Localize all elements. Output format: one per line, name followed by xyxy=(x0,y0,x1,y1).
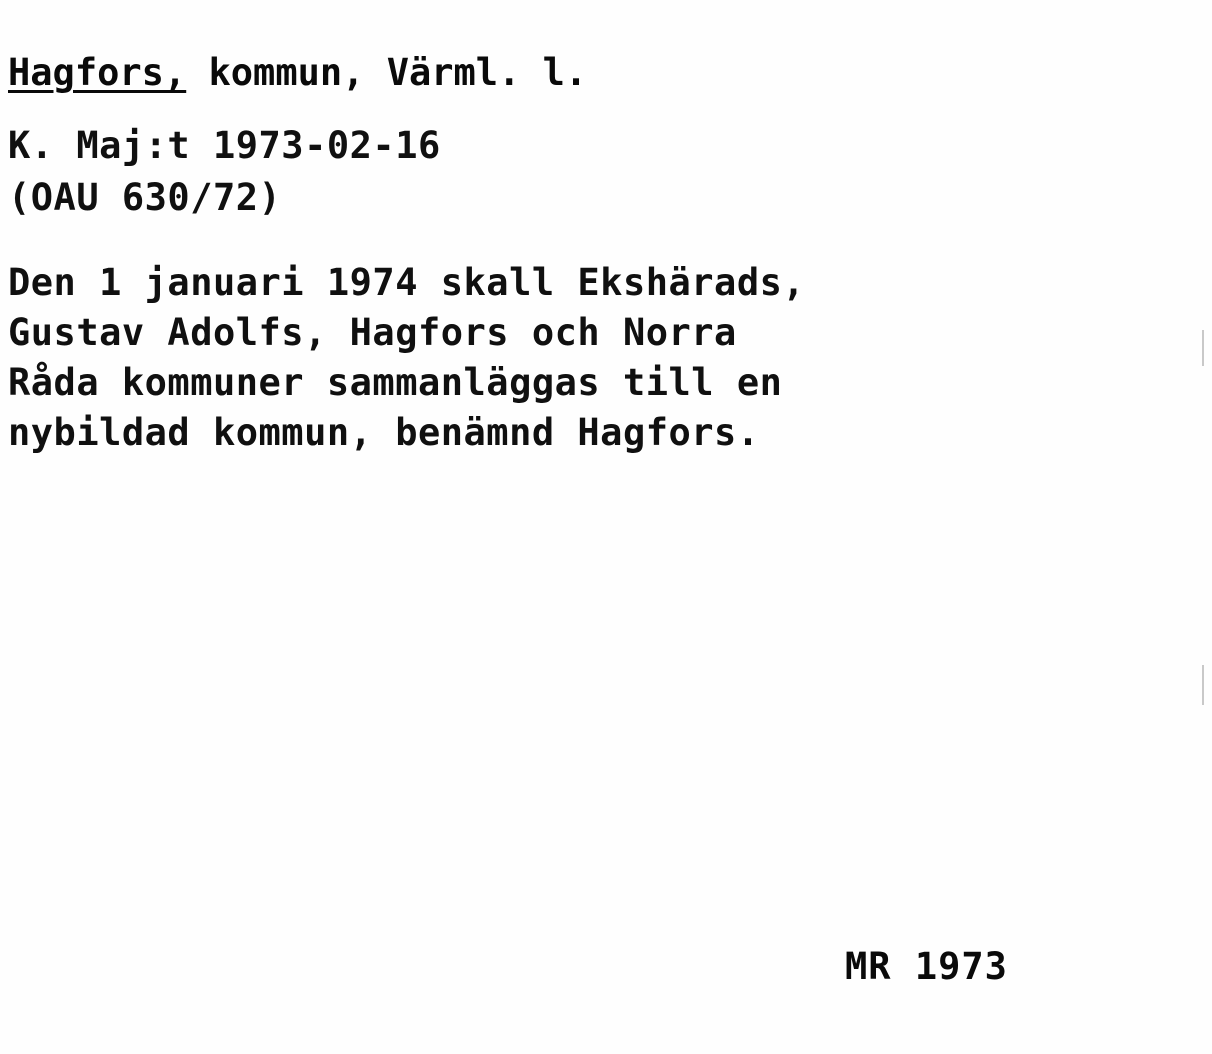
body-block xyxy=(8,258,1128,458)
body-line-3: Råda kommuner sammanläggas till en xyxy=(8,361,783,404)
card-text xyxy=(8,48,1128,458)
page-title-rest: kommun, Värml. l. xyxy=(186,51,588,94)
page-title-keyword: Hagfors, xyxy=(8,51,187,94)
footer-signature: MR 1973 xyxy=(845,945,1008,988)
reference-line-1: K. Maj:t 1973-02-16 xyxy=(8,124,441,167)
page-title xyxy=(8,48,1128,98)
body-line-2: Gustav Adolfs, Hagfors och Norra xyxy=(8,311,737,354)
scan-edge-mark-top xyxy=(1202,330,1204,366)
reference-line-2: (OAU 630/72) xyxy=(8,176,282,219)
body-line-4: nybildad kommun, benämnd Hagfors. xyxy=(8,411,760,454)
reference-block xyxy=(8,120,1128,224)
scan-edge-mark-bottom xyxy=(1202,665,1204,705)
body-line-1: Den 1 januari 1974 skall Ekshärads, xyxy=(8,261,806,304)
